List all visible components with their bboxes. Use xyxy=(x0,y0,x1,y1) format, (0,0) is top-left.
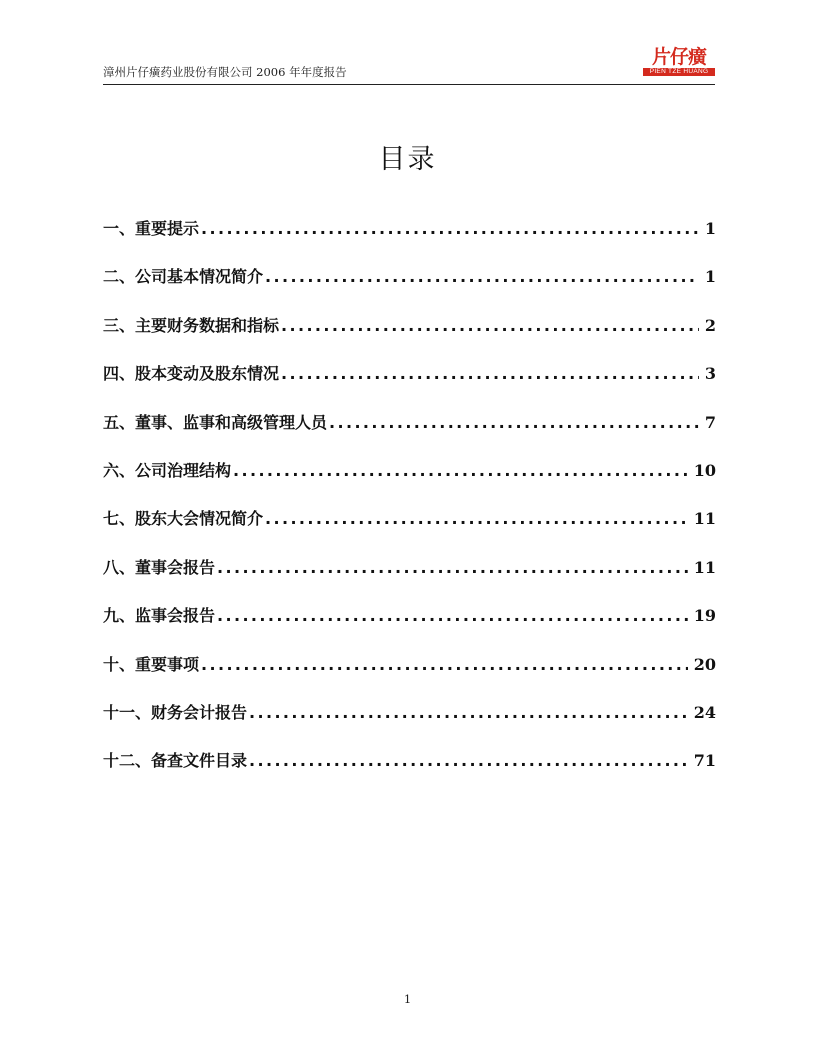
toc-dot-leader xyxy=(281,313,699,339)
logo-chinese-text: 片仔癀 xyxy=(651,46,706,68)
toc-entry-label[interactable]: 六、公司治理结构 xyxy=(103,460,232,480)
toc-entry-page[interactable]: 7 xyxy=(704,412,716,432)
logo-english-text: PIEN TZE HUANG xyxy=(643,68,715,76)
toc-entry-label[interactable]: 五、董事、监事和高级管理人员 xyxy=(103,412,328,432)
toc-entry-label[interactable]: 七、股东大会情况简介 xyxy=(103,509,264,529)
toc-dot-leader xyxy=(265,264,699,290)
company-logo xyxy=(643,47,715,79)
toc-dot-leader xyxy=(201,652,688,678)
toc-entry[interactable] xyxy=(103,458,716,506)
toc-entry-page[interactable]: 10 xyxy=(693,460,716,480)
toc-entry[interactable] xyxy=(103,700,716,748)
toc-entry-page[interactable]: 1 xyxy=(704,267,716,287)
toc-entry[interactable] xyxy=(103,603,716,651)
toc-dot-leader xyxy=(217,603,688,629)
toc-dot-leader xyxy=(233,458,688,484)
toc-entry[interactable] xyxy=(103,555,716,603)
toc-entry-page[interactable]: 19 xyxy=(693,606,716,626)
toc-entry-page[interactable]: 2 xyxy=(704,315,716,335)
toc-entry-page[interactable]: 11 xyxy=(693,509,716,529)
toc-dot-leader xyxy=(201,216,699,242)
toc-entry-page[interactable]: 11 xyxy=(693,557,716,577)
toc-entry[interactable] xyxy=(103,313,716,361)
toc-entry-label[interactable]: 十二、备查文件目录 xyxy=(103,751,248,771)
toc-entry[interactable] xyxy=(103,748,716,796)
toc-entry-label[interactable]: 三、主要财务数据和指标 xyxy=(103,315,280,335)
page-header xyxy=(103,44,715,85)
page-number: 1 xyxy=(403,992,412,1006)
toc-entry-page[interactable]: 3 xyxy=(704,364,716,384)
toc-entry-label[interactable]: 十、重要事项 xyxy=(103,654,200,674)
toc-entry[interactable] xyxy=(103,361,716,409)
toc-entry[interactable] xyxy=(103,216,716,264)
toc-entry-label[interactable]: 一、重要提示 xyxy=(103,219,200,238)
toc-entry-label[interactable]: 八、董事会报告 xyxy=(103,557,216,577)
toc-entry-label[interactable]: 十一、财务会计报告 xyxy=(103,702,248,722)
toc-dot-leader xyxy=(249,700,688,726)
toc-entry-page[interactable]: 24 xyxy=(693,702,716,722)
header-title: 漳州片仔癀药业股份有限公司 2006 年年度报告 xyxy=(103,65,347,79)
toc-entry[interactable] xyxy=(103,652,716,700)
toc-dot-leader xyxy=(249,748,688,774)
toc-entry[interactable] xyxy=(103,264,716,312)
toc-dot-leader xyxy=(265,506,688,532)
toc-entry-page[interactable]: 20 xyxy=(693,654,716,674)
toc-title: 目录 xyxy=(378,144,437,175)
toc-dot-leader xyxy=(217,555,688,581)
toc-entry-label[interactable]: 四、股本变动及股东情况 xyxy=(103,364,280,384)
toc-entry-page[interactable]: 71 xyxy=(693,751,716,771)
toc-entry[interactable] xyxy=(103,410,716,458)
toc-dot-leader xyxy=(329,410,699,436)
toc-entry[interactable] xyxy=(103,506,716,554)
toc-entry-label[interactable]: 二、公司基本情况简介 xyxy=(103,267,264,287)
toc-entry-page[interactable]: 1 xyxy=(704,219,716,238)
toc-dot-leader xyxy=(281,361,699,387)
table-of-contents xyxy=(103,216,716,797)
toc-entry-label[interactable]: 九、监事会报告 xyxy=(103,606,216,626)
